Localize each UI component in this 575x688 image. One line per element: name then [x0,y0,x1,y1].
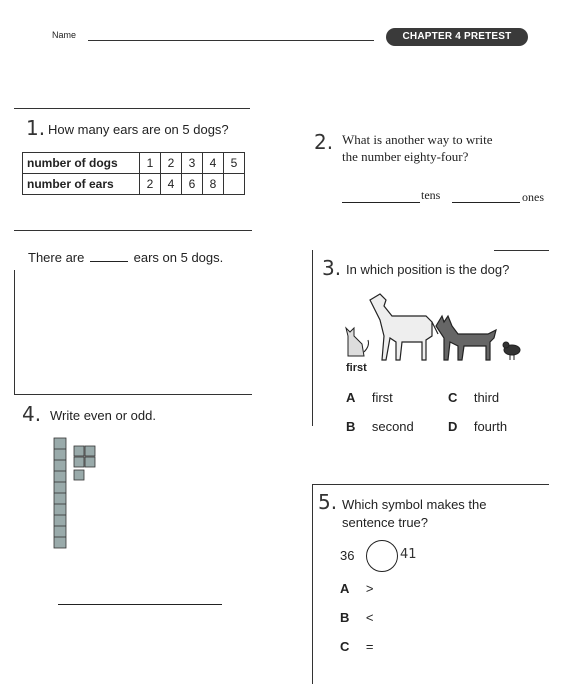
row-label: number of dogs [23,153,140,174]
table-cell: 8 [203,174,224,195]
option-letter: B [340,610,350,625]
question-2-line2: the number eighty-four? [342,149,469,164]
question-1-number: 1. [26,116,46,140]
option-a[interactable] [346,389,393,407]
option-letter: C [448,390,458,405]
option-c[interactable] [448,389,499,407]
row-label: number of ears [23,174,140,195]
tens-blank[interactable] [342,202,420,203]
option-letter: A [346,390,356,405]
option-d[interactable] [448,418,507,436]
option-text: fourth [473,419,508,434]
answer-blank[interactable] [90,261,128,262]
question-4-number: 4. [22,402,42,426]
table-cell: 1 [140,153,161,174]
question-5-line1: Which symbol makes the [342,497,487,512]
table-cell: 4 [161,174,182,195]
divider [494,250,549,251]
option-text: third [473,390,500,405]
table-row [23,153,245,174]
animals-illustration [340,286,530,364]
answer-line[interactable] [58,604,222,605]
question-5-line2: sentence true? [342,515,429,530]
divider [14,394,252,395]
tens-rod [54,438,66,548]
option-text: = [365,639,374,654]
ones-cubes [74,446,95,480]
divider [14,230,252,231]
answer-prefix: There are [28,250,85,265]
first-label: first [346,362,367,374]
option-letter: D [448,419,458,434]
option-a[interactable] [340,580,373,598]
option-b[interactable] [346,418,414,436]
chapter-badge: CHAPTER 4 PRETEST [386,28,528,46]
cat-icon [346,328,369,356]
table-cell: 4 [203,153,224,174]
divider [312,484,313,684]
option-c[interactable] [340,638,373,656]
divider [14,270,15,394]
dogs-ears-table [22,152,245,195]
ones-label: ones [522,190,544,204]
question-5-number: 5. [318,490,338,514]
table-cell: 5 [224,153,245,174]
divider [14,108,250,109]
base-ten-blocks-illustration [52,436,102,552]
answer-suffix: ears on 5 dogs. [133,250,224,265]
option-letter: A [340,581,350,596]
option-text: first [371,390,393,405]
question-2-line1: What is another way to write [342,132,493,147]
question-3-text: In which position is the dog? [346,262,510,277]
divider [312,484,549,485]
divider [312,250,313,426]
question-2-number: 2. [314,130,334,154]
question-1-text: How many ears are on 5 dogs? [48,122,229,137]
table-cell: 6 [182,174,203,195]
name-label: Name [52,30,77,40]
table-row [23,174,245,195]
table-cell: 2 [161,153,182,174]
table-cell: 2 [140,174,161,195]
option-b[interactable] [340,609,373,627]
answer-sentence [28,250,223,265]
tens-label: tens [421,188,441,202]
dog-icon [436,316,496,360]
question-3-number: 3. [322,256,342,280]
name-line [88,40,374,41]
right-number: 41 [400,547,417,562]
table-cell: 3 [182,153,203,174]
bird-icon [503,342,520,360]
horse-icon [370,294,438,360]
ones-blank[interactable] [452,202,520,203]
table-cell [224,174,245,195]
option-text: > [365,581,374,596]
option-letter: C [340,639,350,654]
option-text: second [371,419,414,434]
question-4-text: Write even or odd. [50,408,156,423]
left-number: 36 [340,548,355,563]
symbol-circle[interactable] [366,540,398,572]
option-text: < [365,610,374,625]
option-letter: B [346,419,356,434]
